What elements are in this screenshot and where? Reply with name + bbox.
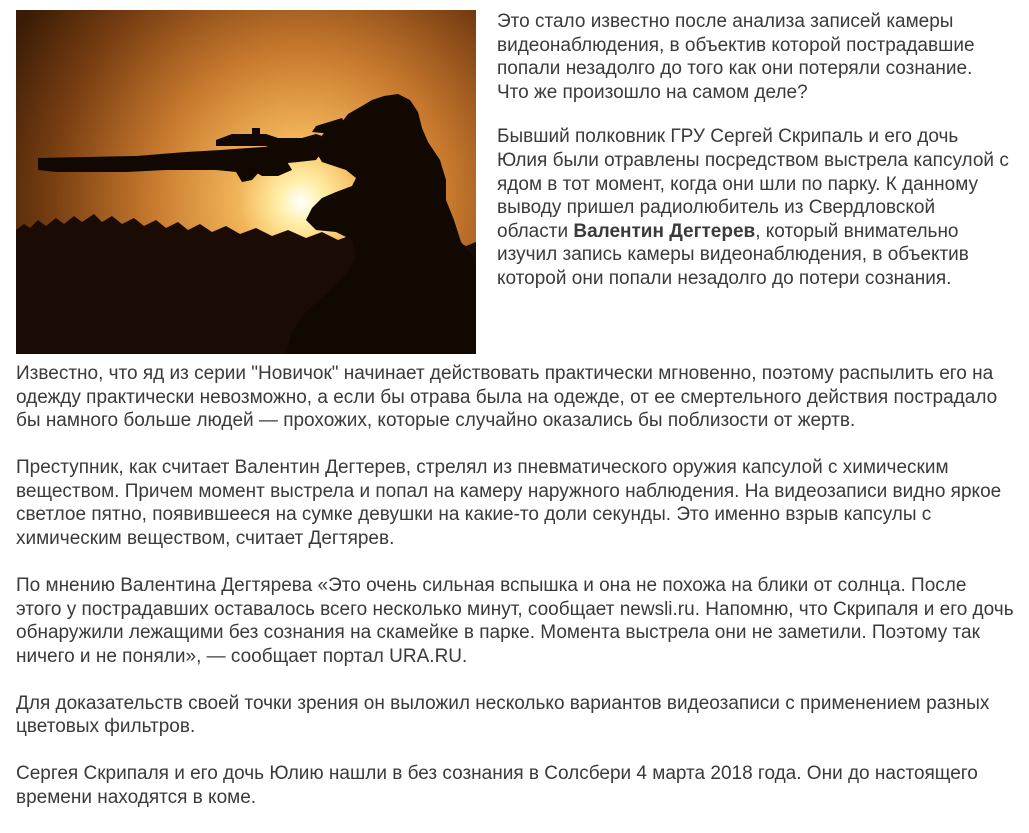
paragraph-status: Сергея Скрипаля и его дочь Юлию нашли в без сознания в Солсбери 4 марта 2018 года. Они до настоящего времени находятся в коме. — [16, 763, 978, 808]
side-column — [497, 10, 1009, 312]
paragraph-quote-text-2: . Напомню, что Скрипаля и его дочь обнаружили лежащими без сознания на скамейке в парке. Момента выстрела они не заметили. Поэтому так ничего и не поняли», — сообщает портал URA.RU. — [16, 598, 1014, 667]
source-link-newsli[interactable]: newsli.ru — [619, 598, 695, 620]
paragraph-summary-text-1: Бывший полковник ГРУ Сергей Скрипаль и его дочь Юлия были отравлены посредством выстрела капсулой с ядом в тот момент, когда они шли по парку. К данному выводу пришел радиолюбитель из Свердловской области — [497, 126, 1009, 242]
shooter-silhouette-image — [16, 10, 476, 354]
person-name-bold: Валентин Дегтерев — [573, 220, 756, 242]
paragraph-summary — [497, 125, 1009, 290]
paragraph-evidence: Для доказательств своей точки зрения он выложил несколько вариантов видеозаписи с применением разных цветовых фильтров. — [16, 692, 990, 738]
paragraph-quote — [16, 574, 1016, 668]
article-photo — [16, 10, 476, 354]
paragraph-intro: Это стало известно после анализа записей камеры видеонаблюдения, в объектив которой пострадавшие попали незадолго до того как они потеряли сознание. Что же произошло на самом деле? — [497, 11, 975, 103]
main-column — [16, 362, 1016, 833]
paragraph-quote-text-1: По мнению Валентина Дегтярева «Это очень сильная вспышка и она не похожа на блики от солнца. После этого у пострадавших оставалось всего несколько минут, сообщает — [16, 574, 967, 620]
paragraph-shooter: Преступник, как считает Валентин Дегтерев, стрелял из пневматического оружия капсулой с химическим веществом. Причем момент выстрела и попал на камеру наружного наблюдения. На видеозаписи видно яркое светлое пятно, появившееся на сумке девушки на какие-то доли секунды. Это именно взрыв капсулы с химическим веществом, считает Дегтярев. — [16, 457, 1002, 549]
paragraph-poison: Известно, что яд из серии "Новичок" начинает действовать практически мгновенно, поэтому распылить его на одежду практически невозможно, а если бы отрава была на одежде, от ее смертельного действия пострадало бы намного больше людей — прохожих, которые случайно оказались бы поблизости от жертв. — [16, 363, 998, 432]
paragraph-summary-text-2: , который внимательно изучил запись камеры видеонаблюдения, в объектив которой они попали незадолго до потери сознания. — [497, 220, 969, 289]
